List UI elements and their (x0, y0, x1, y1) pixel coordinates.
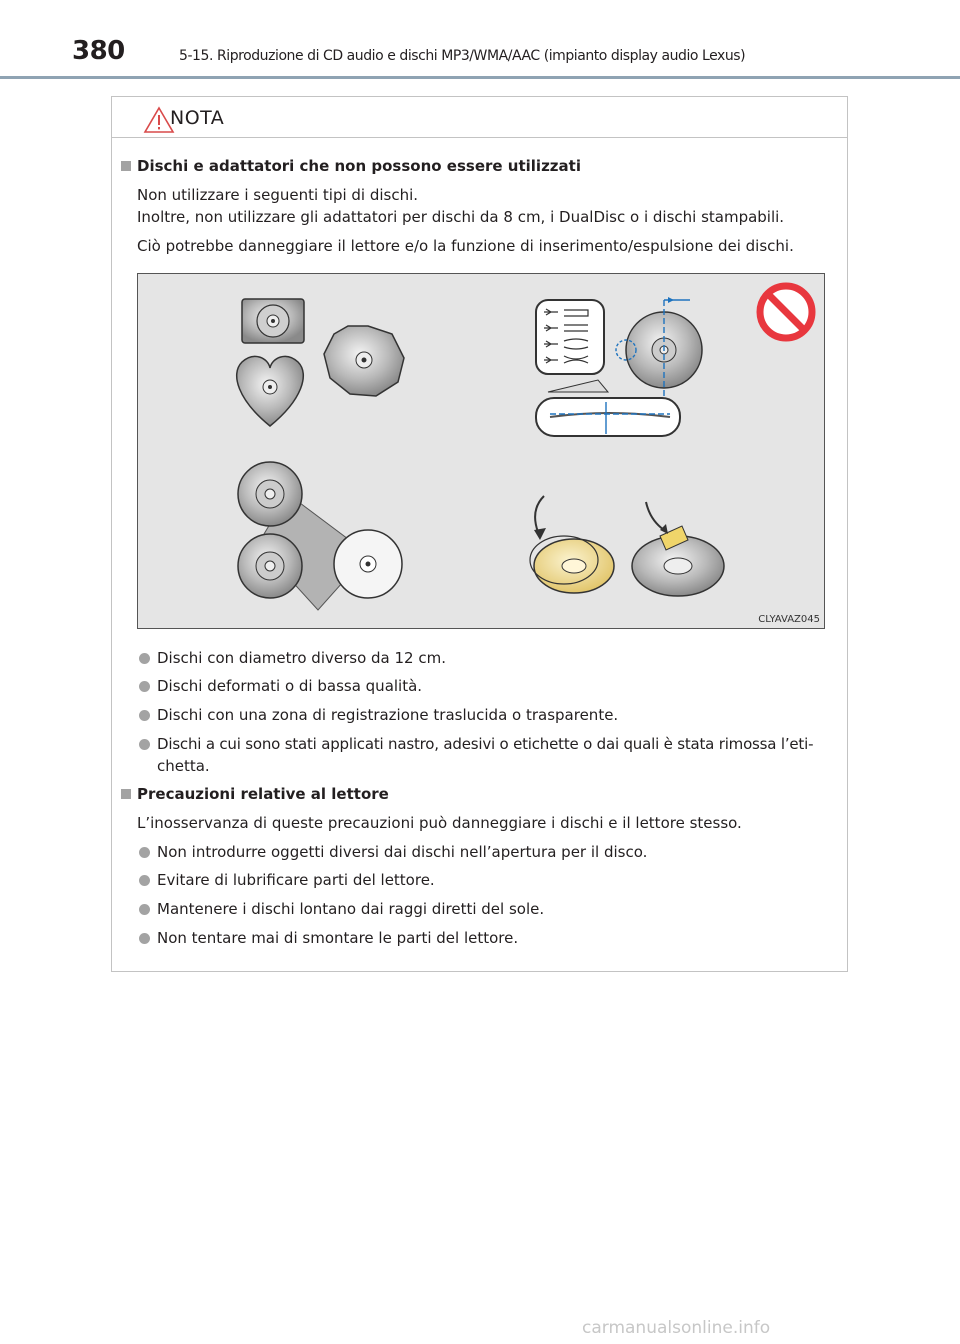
bullet-dot (139, 904, 150, 915)
list-item: Dischi a cui sono stati applicati nastro, adesivi o etichette o dai quali è stata rimossa l’eti- (157, 735, 814, 753)
section-marker (121, 161, 131, 171)
section-title: 5-15. Riproduzione di CD audio e dischi MP3/WMA/AAC (impianto display audio Lexus) (179, 48, 746, 64)
unusable-discs-illustration (137, 273, 825, 629)
translucent-disc-icon (530, 496, 614, 593)
list-item: Mantenere i dischi lontano dai raggi diretti del sole. (157, 900, 545, 918)
list-item: Non introdurre oggetti diversi dai dischi nell’apertura per il disco. (157, 843, 648, 861)
page-header (0, 0, 960, 80)
bullet-dot (139, 739, 150, 750)
bullet-dot (139, 710, 150, 721)
list-item: Non tentare mai di smontare le parti del lettore. (157, 929, 519, 947)
section2-heading: Precauzioni relative al lettore (137, 785, 389, 803)
prohibition-icon (760, 286, 812, 338)
bullet-dot (139, 847, 150, 858)
nota-header (112, 97, 847, 138)
header-rule (0, 76, 960, 79)
section1-line2: Inoltre, non utilizzare gli adattatori per dischi da 8 cm, i DualDisc o i dischi stampabili. (137, 208, 785, 226)
list-item: Dischi con diametro diverso da 12 cm. (157, 649, 446, 667)
adapter-discs-icon (238, 462, 402, 610)
page-number: 380 (72, 36, 125, 66)
nota-label: NOTA (170, 107, 225, 129)
card-disc-icon (242, 299, 304, 343)
section1-heading: Dischi e adattatori che non possono essere utilizzati (137, 157, 581, 175)
bullet-dot (139, 681, 150, 692)
watermark: carmanualsonline.info (582, 1318, 771, 1338)
section1-line3: Ciò potrebbe danneggiare il lettore e/o la funzione di inserimento/espulsione dei dischi. (137, 237, 794, 255)
deformed-disc-icon (536, 297, 702, 436)
section2-intro: L’inosservanza di queste precauzioni può danneggiare i dischi e il lettore stesso. (137, 814, 742, 832)
list-item: Dischi deformati o di bassa qualità. (157, 677, 423, 695)
bullet-dot (139, 875, 150, 886)
discs-illustration-svg (138, 274, 824, 628)
heart-disc-icon (237, 356, 304, 426)
section1-line1: Non utilizzare i seguenti tipi di dischi. (137, 186, 419, 204)
octagon-disc-icon (324, 326, 404, 396)
nota-box (111, 96, 848, 972)
bullet-dot (139, 653, 150, 664)
bullet-dot (139, 933, 150, 944)
figure-code: CLYAVAZ045 (758, 614, 820, 625)
list-item-continuation: chetta. (157, 757, 210, 775)
list-item: Evitare di lubrificare parti del lettore. (157, 871, 435, 889)
labelled-disc-icon (632, 502, 724, 596)
list-item: Dischi con una zona di registrazione traslucida o trasparente. (157, 706, 619, 724)
section-marker (121, 789, 131, 799)
